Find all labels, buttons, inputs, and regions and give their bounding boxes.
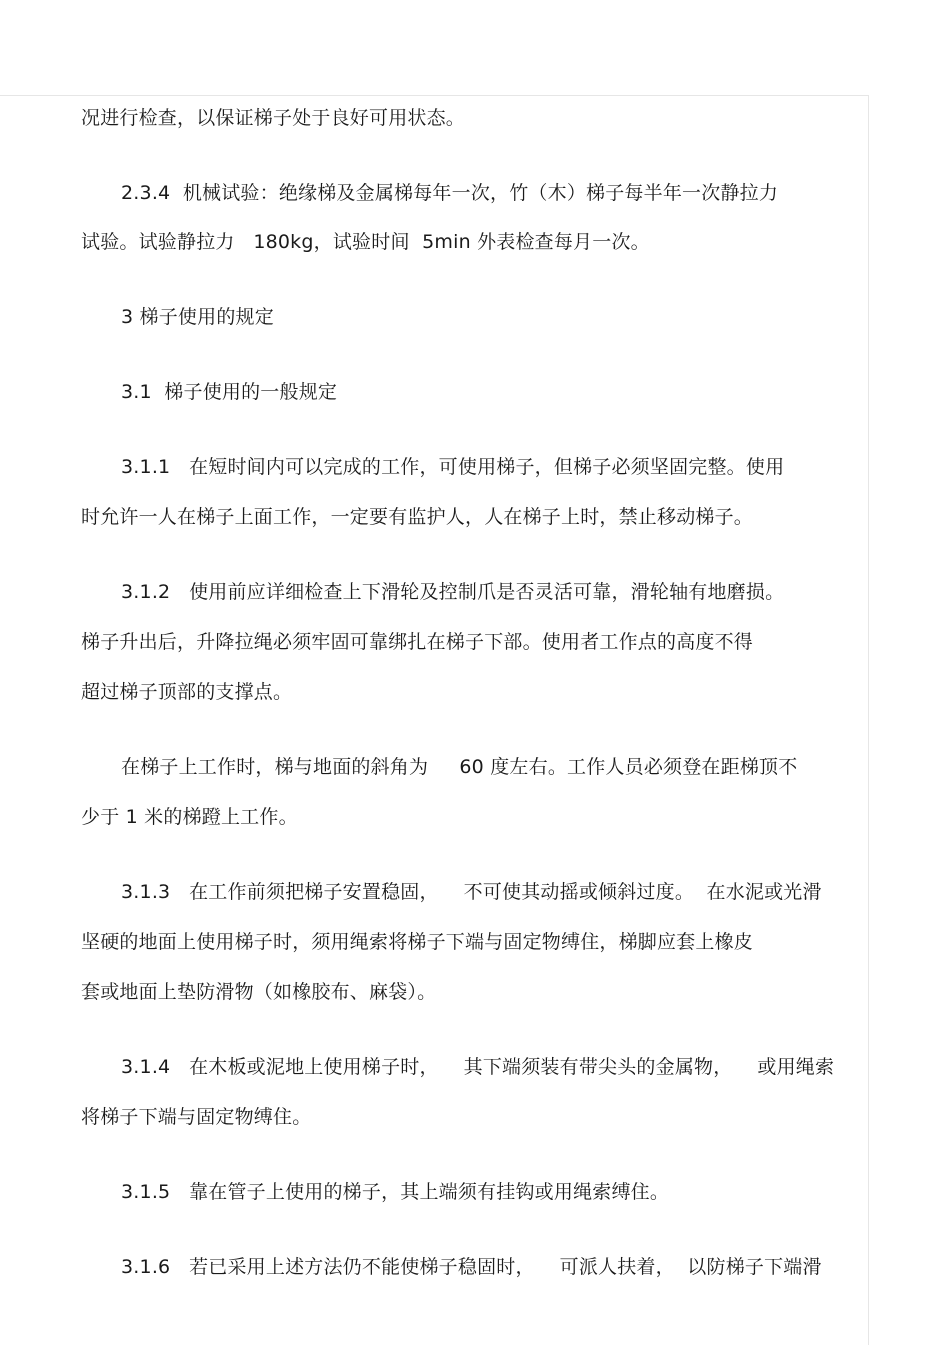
section-3-1-3: 3.1.3 在工作前须把梯子安置稳固， 不可使其动摇或倾斜过度。 在水泥或光滑: [121, 881, 822, 903]
heading-3: 3 梯子使用的规定: [121, 306, 274, 328]
section-3-1-4: 3.1.4 在木板或泥地上使用梯子时， 其下端须装有带尖头的金属物， 或用绳索: [121, 1056, 835, 1078]
text-line: 时允许一人在梯子上面工作，一定要有监护人，人在梯子上时，禁止移动梯子。: [81, 506, 754, 528]
heading-3-1: 3.1 梯子使用的一般规定: [121, 381, 338, 403]
text-line: 况进行检查，以保证梯子处于良好可用状态。: [81, 107, 466, 129]
text-line: 将梯子下端与固定物缚住。: [81, 1106, 312, 1128]
text-line: 坚硬的地面上使用梯子时，须用绳索将梯子下端与固定物缚住，梯脚应套上橡皮: [81, 931, 754, 953]
text-line: 超过梯子顶部的支撑点。: [81, 681, 293, 703]
section-2-3-4: 2.3.4 机械试验：绝缘梯及金属梯每年一次，竹（木）梯子每半年一次静拉力: [121, 182, 779, 204]
text-line: 套或地面上垫防滑物（如橡胶布、麻袋）。: [81, 981, 437, 1003]
text-line: 梯子升出后，升降拉绳必须牢固可靠绑扎在梯子下部。使用者工作点的高度不得: [81, 631, 754, 653]
text-line: 试验。试验静拉力 180kg，试验时间 5min 外表检查每月一次。: [81, 231, 650, 253]
section-3-1-1: 3.1.1 在短时间内可以完成的工作，可使用梯子，但梯子必须坚固完整。使用: [121, 456, 785, 478]
page-border: [0, 95, 869, 1345]
section-3-1-6: 3.1.6 若已采用上述方法仍不能使梯子稳固时， 可派人扶着， 以防梯子下端滑: [121, 1256, 822, 1278]
text-line: 少于 1 米的梯蹬上工作。: [81, 806, 298, 828]
section-3-1-5: 3.1.5 靠在管子上使用的梯子，其上端须有挂钩或用绳索缚住。: [121, 1181, 670, 1203]
paragraph-angle: 在梯子上工作时，梯与地面的斜角为 60 度左右。工作人员必须登在距梯顶不: [121, 756, 798, 778]
section-3-1-2: 3.1.2 使用前应详细检查上下滑轮及控制爪是否灵活可靠，滑轮轴有地磨损。: [121, 581, 785, 603]
